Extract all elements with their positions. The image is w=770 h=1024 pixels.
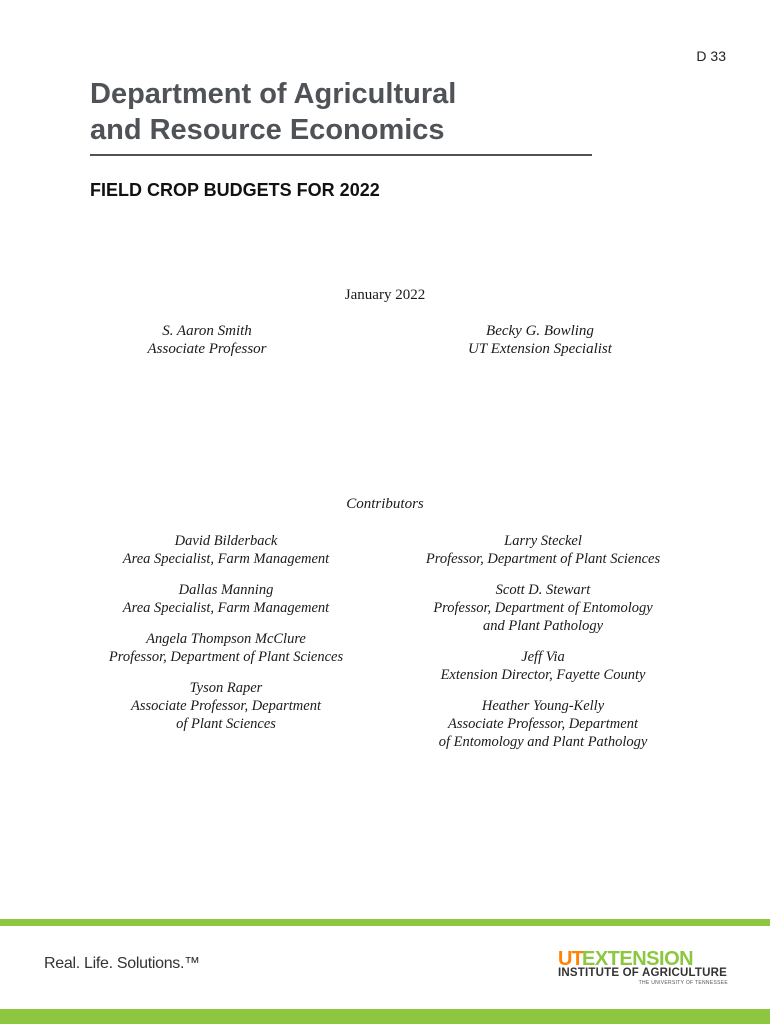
contributor — [66, 630, 386, 666]
title-divider — [90, 154, 592, 156]
contributor-name: Angela Thompson McClure — [146, 631, 306, 647]
contributor-title: Associate Professor, Department — [448, 716, 638, 732]
contributor-title: Professor, Department of Entomology — [433, 600, 653, 616]
ut-extension-logo — [558, 948, 730, 988]
author-name: Becky G. Bowling — [486, 323, 594, 339]
contributor-title: Area Specialist, Farm Management — [122, 551, 330, 567]
author-name: S. Aaron Smith — [162, 323, 252, 339]
contributor-title: Associate Professor, Department — [131, 698, 321, 714]
department-title — [90, 76, 610, 148]
author-1 — [57, 322, 357, 358]
author-title: Associate Professor — [147, 341, 267, 357]
contributor — [66, 581, 386, 617]
footer-accent-band — [0, 919, 770, 926]
publication-date: January 2022 — [344, 287, 426, 303]
contributor — [66, 532, 386, 568]
university-wordmark: THE UNIVERSITY OF TENNESSEE — [638, 980, 728, 986]
footer-bottom-band — [0, 1009, 770, 1024]
author-title: UT Extension Specialist — [468, 341, 612, 357]
department-title-line-2: and Resource Economics — [90, 114, 445, 146]
contributor-title-cont: of Plant Sciences — [176, 716, 276, 732]
contributor-title: Extension Director, Fayette County — [440, 667, 646, 683]
institute-wordmark: INSTITUTE OF AGRICULTURE — [558, 967, 727, 979]
contributor — [383, 648, 703, 684]
contributor — [383, 697, 703, 751]
contributors-left-column — [66, 532, 386, 746]
contributor-name: Tyson Raper — [189, 680, 263, 696]
contributor-title-cont: of Entomology and Plant Pathology — [438, 734, 648, 750]
contributor-name: Jeff Via — [521, 649, 565, 665]
contributor — [66, 679, 386, 733]
contributor-name: David Bilderback — [174, 533, 278, 549]
contributor-name: Scott D. Stewart — [495, 582, 591, 598]
contributor-title-cont: and Plant Pathology — [482, 618, 603, 634]
ut-logo-mark: UT — [558, 948, 583, 970]
contributors-right-column — [383, 532, 703, 764]
document-code: D 33 — [696, 48, 726, 64]
contributor — [383, 581, 703, 635]
contributors-heading: Contributors — [346, 496, 424, 512]
extension-wordmark: EXTENSION — [582, 948, 694, 970]
publication-title: FIELD CROP BUDGETS FOR 2022 — [90, 180, 380, 200]
contributor-name: Heather Young-Kelly — [481, 698, 605, 714]
contributor-name: Dallas Manning — [178, 582, 274, 598]
contributor-title: Area Specialist, Farm Management — [122, 600, 330, 616]
contributor-name: Larry Steckel — [504, 533, 582, 549]
contributor — [383, 532, 703, 568]
department-title-line-1: Department of Agricultural — [90, 78, 457, 110]
contributor-title: Professor, Department of Plant Sciences — [425, 551, 661, 567]
author-2 — [390, 322, 690, 358]
contributor-title: Professor, Department of Plant Sciences — [108, 649, 344, 665]
tagline: Real. Life. Solutions.™ — [44, 955, 200, 972]
